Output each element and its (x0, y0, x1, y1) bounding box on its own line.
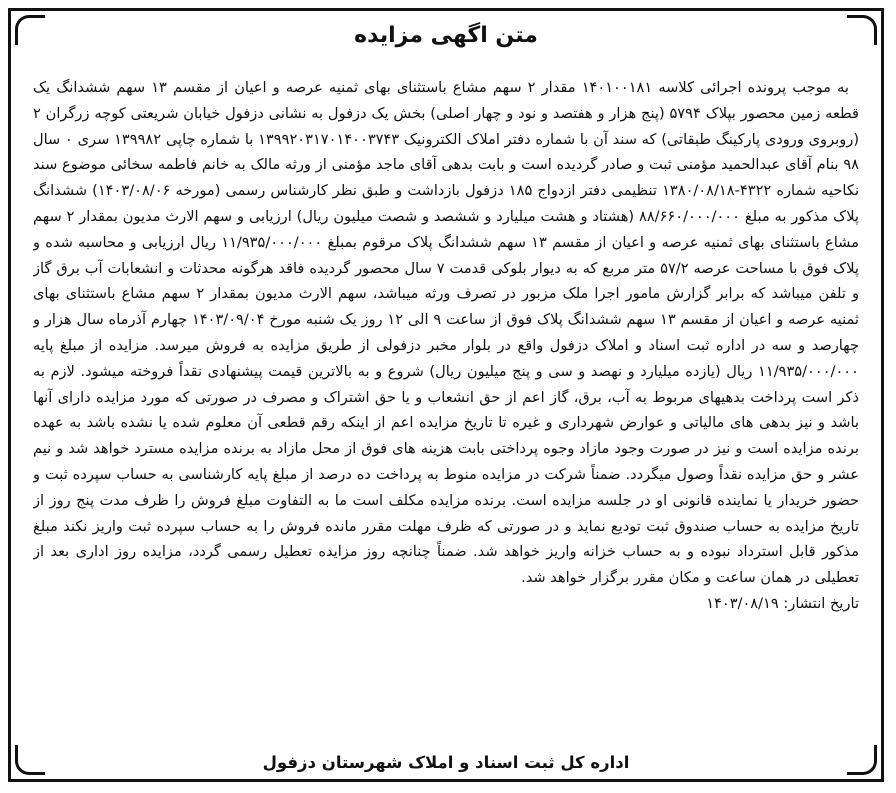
notice-paragraph: به موجب پرونده اجرائی کلاسه ۱۴۰۱۰۰۱۸۱ مقدار ۲ سهم مشاع باستثنای بهای ثمنیه عرصه و اعیان از مقسم ۱۳ سهم ششدانگ یک قطعه زمین محصور بپلاک ۵۷۹۴ (پنج هزار و هفتصد و نود و چهار اصلی) بخش یک دزفول به نشانی دزفول خیابان شریعتی کوچه زرگران ۲ (روبروی ورودی پارکینگ طبقاتی) که سند آن با شماره دفتر املاک الکترونیک ۱۳۹۹۲۰۳۱۷۰۱۴۰۰۳۷۴۳ با شماره چاپی ۱۳۹۹۸۲ سری ۰ سال ۹۸ بنام آقای عبدالحمید مؤمنی ثبت و صادر گردیده است و بابت بدهی آقای ماجد مؤمنی از ورثه مالک به خانم فاطمه سخائی موضوع سند نکاحیه شماره ۴۳۲۲-۱۳۸۰/۰۸/۱۸ تنظیمی دفتر ازدواج ۱۸۵ دزفول بازداشت و طبق نظر کارشناس رسمی (مورخه ۱۴۰۳/۰۸/۰۶) ششدانگ پلاک مذکور به مبلغ ۸۸/۶۶۰/۰۰۰/۰۰۰ (هشتاد و هشت میلیارد و ششصد و شصت میلیون ریال) ارزیابی و سهم الارث مدیون بمقدار ۲ سهم مشاع باستثنای بهای ثمنیه عرصه و اعیان از مقسم ۱۳ سهم ششدانگ پلاک مرقوم بمبلغ ۱۱/۹۳۵/۰۰۰/۰۰۰ ریال ارزیابی و محاسبه شده و پلاک فوق با مساحت عرصه ۵۷/۲ متر مربع که به دیوار بلوکی قدمت ۷ سال محصور گردیده فاقد هرگونه محدثات و انشعابات آب برق گاز و تلفن میباشد که برابر گزارش مامور اجرا ملک مزبور در تصرف ورثه میباشد، سهم الارث مدیون بمقدار ۲ سهم مشاع باستثنای بهای ثمنیه عرصه و اعیان از مقسم ۱۳ سهم ششدانگ پلاک فوق از ساعت ۹ الی ۱۲ روز یک شنبه مورخ ۱۴۰۳/۰۹/۰۴ چهارم آذرماه سال هزار و چهارصد و سه در اداره ثبت اسناد و املاک دزفول واقع در بلوار مخبر دزفولی از طریق مزایده به فروش میرسد. مزایده از مبلغ پایه ۱۱/۹۳۵/۰۰۰/۰۰۰ ریال (یازده میلیارد و نهصد و سی و پنج میلیون ریال) شروع و به بالاترین قیمت پیشنهادی نقداً فروخته میشود. لازم به ذکر است پرداخت بدهیهای مربوط به آب، برق، گاز اعم از حق انشعاب و یا حق اشتراک و مصرف در صورتی که مورد مزایده دارای آنها باشد و نیز بدهی های مالیاتی و عوارض شهرداری و غیره تا تاریخ مزایده اعم از اینکه رقم قطعی آن معلوم شده یا نشده باشد به عهده برنده مزایده است و نیز در صورت وجود مازاد وجوه پرداختی بابت هزینه های فوق از محل مازاد به برنده مزایده مسترد خواهد شد و نیم عشر و حق مزایده نقداً وصول میگردد. ضمناً شرکت در مزایده منوط به پرداخت ده درصد از مبلغ پایه کارشناسی به حساب سپرده ثبت و حضور خریدار یا نماینده قانونی او در جلسه مزایده است. برنده مزایده مکلف است ما به التفاوت مبلغ فروش را ظرف مدت پنج روز از تاریخ مزایده به حساب صندوق ثبت تودیع نماید و در صورتی که ظرف مهلت مقرر مانده فروش را به حساب سپرده ثبت واریز نکند مبلغ مذکور قابل استرداد نبوده و به حساب خزانه واریز خواهد شد. ضمناً چنانچه روز مزایده تعطیل رسمی گردد، مزایده روز اداری بعد از تعطیلی در همان ساعت و مکان مقرر برگزار خواهد شد. (33, 79, 859, 587)
notice-body (33, 75, 859, 745)
notice-frame (8, 8, 884, 782)
notice-title: متن اگهی مزایده (354, 23, 538, 48)
publish-date: تاریخ انتشار: ۱۴۰۳/۰۸/۱۹ (706, 594, 859, 612)
issuer-signature: اداره کل ثبت اسناد و املاک شهرستان دزفول (262, 753, 630, 772)
